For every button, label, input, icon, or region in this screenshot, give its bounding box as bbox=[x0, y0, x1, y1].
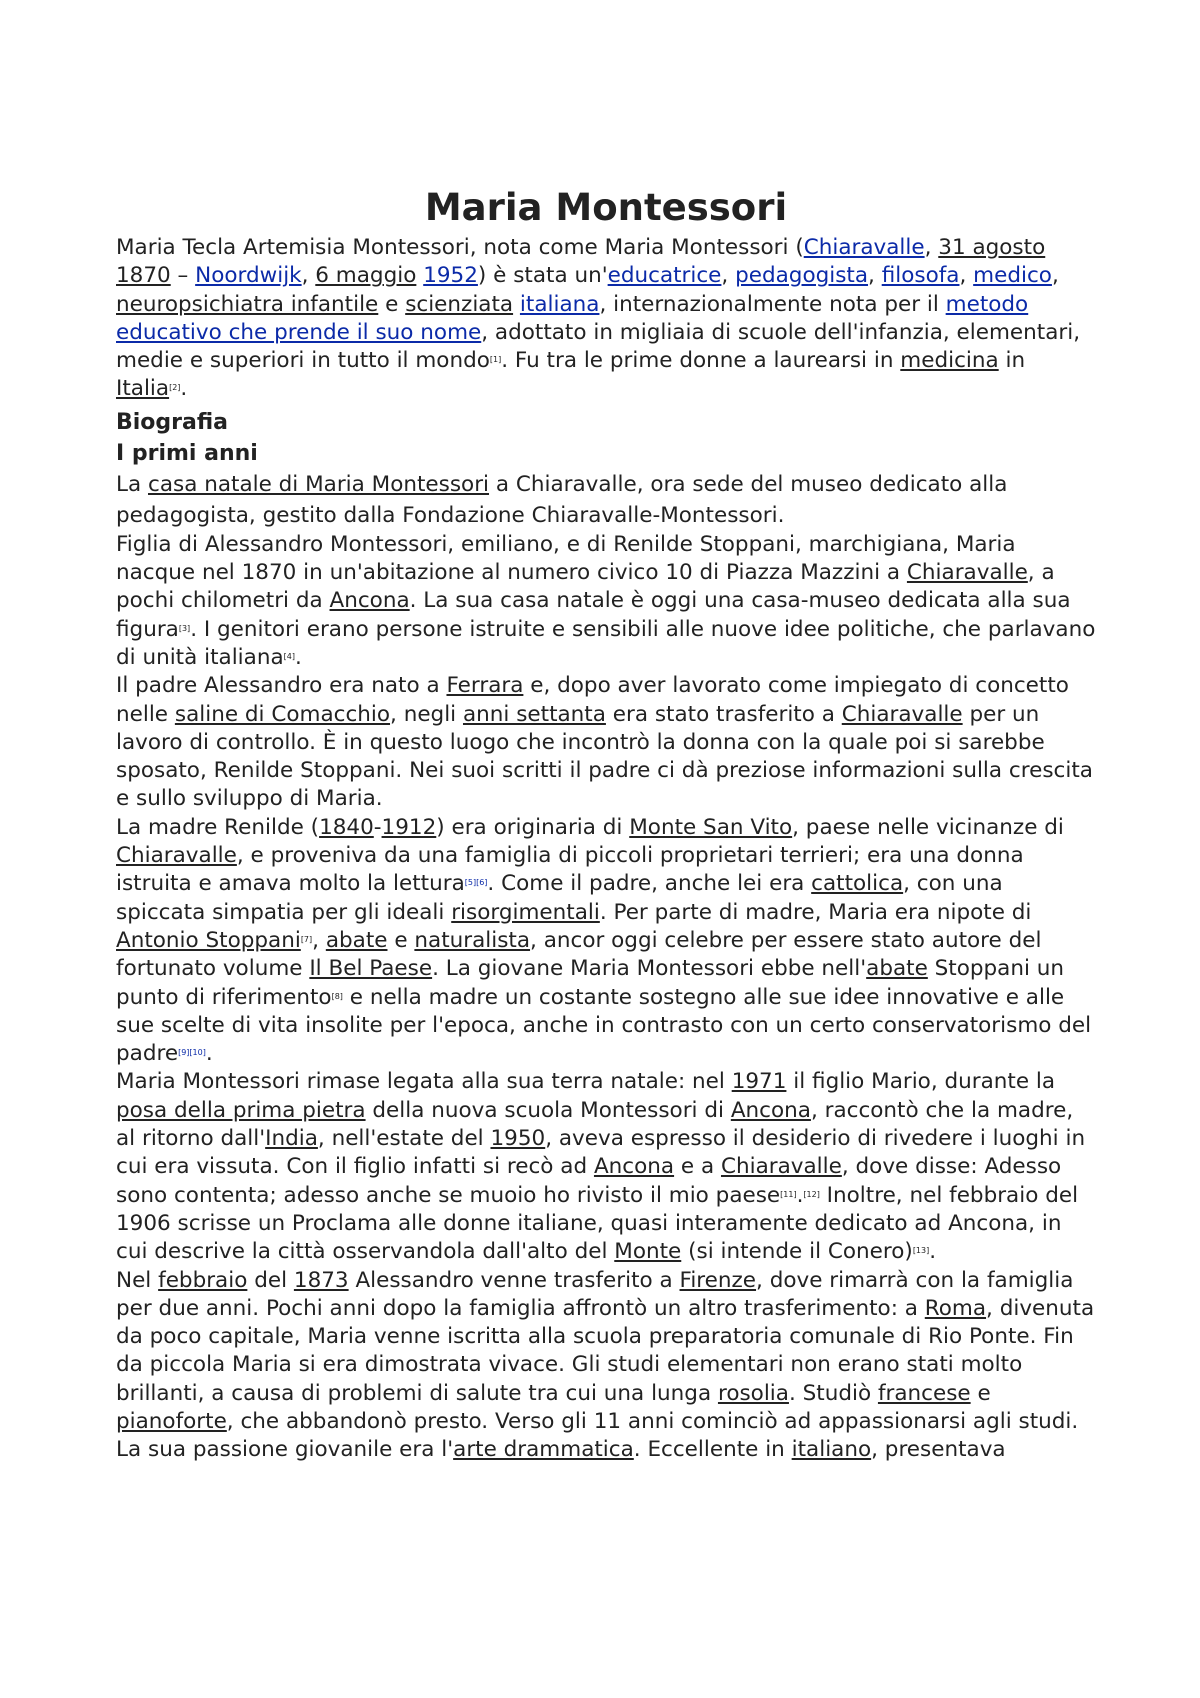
text: e a bbox=[674, 1154, 721, 1180]
text: del bbox=[247, 1267, 294, 1293]
paragraph-terra-natale bbox=[116, 1068, 1096, 1266]
text: , dove rimarrà con la famiglia per due anni. Pochi anni dopo la famiglia affrontò un altro trasferimento: a bbox=[116, 1267, 1074, 1321]
link-31-agosto[interactable]: 31 agosto bbox=[938, 235, 1046, 260]
link-6-maggio[interactable]: 6 maggio bbox=[315, 263, 417, 289]
reference-11[interactable]: [11] bbox=[780, 1189, 797, 1199]
paragraph-padre bbox=[116, 672, 1096, 813]
link-il-bel-paese[interactable]: Il Bel Paese bbox=[309, 956, 433, 982]
link-casa-natale[interactable]: casa natale di Maria Montessori bbox=[148, 471, 490, 497]
text: Alessandro venne trasferito a bbox=[348, 1267, 680, 1293]
text: , con una spiccata simpatia per gli ideali bbox=[116, 871, 1003, 925]
text: , bbox=[721, 263, 736, 289]
link-medicina[interactable]: medicina bbox=[900, 348, 999, 374]
link-abate[interactable]: abate bbox=[866, 956, 928, 982]
text: e bbox=[970, 1380, 991, 1406]
text: . bbox=[180, 376, 188, 402]
paragraph-casa-natale bbox=[116, 469, 1096, 531]
text: , bbox=[924, 235, 939, 260]
link-educatrice[interactable]: educatrice bbox=[607, 263, 722, 289]
link-antonio-stoppani[interactable]: Antonio Stoppani bbox=[116, 927, 301, 953]
text: ) è stata un' bbox=[477, 263, 608, 289]
reference-2[interactable]: [2] bbox=[169, 383, 181, 393]
text: – bbox=[170, 263, 196, 289]
paragraph-trasferimenti bbox=[116, 1267, 1096, 1465]
link-1912[interactable]: 1912 bbox=[381, 814, 437, 840]
link-chiaravalle[interactable]: Chiaravalle bbox=[841, 701, 963, 727]
text: in bbox=[998, 348, 1026, 374]
text: , e proveniva da una famiglia di piccoli proprietari terrieri; era una donna istruita e amava molto la lettura bbox=[116, 843, 1024, 897]
reference-9-10[interactable]: [9][10] bbox=[178, 1048, 206, 1058]
text: e bbox=[387, 927, 415, 953]
text: Inoltre, nel febbraio del 1906 scrisse un Proclama alle donne italiane, quasi interamente dedicato ad Ancona, in cui descrive la città osservandola dall'alto del bbox=[116, 1182, 1079, 1265]
text: , paese nelle vicinanze di bbox=[792, 814, 1064, 840]
text: a Chiaravalle, ora sede del museo dedicato alla pedagogista, gestito dalla Fondazione Chiaravalle-Montessori. bbox=[116, 471, 1008, 528]
text: , dove disse: Adesso sono contenta; adesso anche se muoio ho rivisto il mio paese bbox=[116, 1154, 1062, 1208]
text: La bbox=[116, 471, 148, 497]
reference-12[interactable]: [12] bbox=[803, 1189, 820, 1199]
link-ancona[interactable]: Ancona bbox=[593, 1154, 675, 1180]
link-ancona[interactable]: Ancona bbox=[730, 1097, 811, 1123]
text: , bbox=[1051, 263, 1059, 289]
link-cattolica[interactable]: cattolica bbox=[811, 871, 904, 897]
text: . I genitori erano persone istruite e sensibili alle nuove idee politiche, che parlavano di unità italiana bbox=[116, 616, 1096, 670]
link-ancona[interactable]: Ancona bbox=[329, 588, 410, 614]
text: La madre Renilde ( bbox=[116, 814, 320, 840]
link-arte-drammatica[interactable]: arte drammatica bbox=[453, 1437, 634, 1463]
text: , adottato in migliaia di scuole dell'infanzia, elementari, medie e superiori in tutto il mondo bbox=[116, 319, 1081, 374]
text: , bbox=[312, 927, 326, 953]
link-febbraio[interactable]: febbraio bbox=[158, 1267, 248, 1293]
link-1952[interactable]: 1952 bbox=[423, 263, 478, 289]
text bbox=[513, 292, 520, 317]
link-francese[interactable]: francese bbox=[877, 1380, 971, 1406]
text: , che abbandonò presto. Verso gli 11 anni cominciò ad appassionarsi agli studi. La sua passione giovanile era l' bbox=[116, 1408, 1079, 1463]
text: , negli bbox=[390, 701, 463, 727]
text: era stato trasferito a bbox=[605, 701, 842, 727]
text: Figlia di Alessandro Montessori, emiliano, e di Renilde Stoppani, marchigiana, Maria nacque nel 1870 in un'abitazione al numero civico 10 di Piazza Mazzini a bbox=[116, 531, 1016, 586]
reference-3[interactable]: [3] bbox=[178, 623, 191, 633]
link-1873[interactable]: 1873 bbox=[293, 1267, 349, 1293]
text: , divenuta da poco capitale, Maria venne iscritta alla scuola preparatoria comunale di Rio Ponte. Fin da piccola Maria si era dimostrata vivace. Gli studi elementari non erano stati molto brillanti, a causa di problemi di salute tra cui una lunga bbox=[116, 1295, 1095, 1406]
link-abate[interactable]: abate bbox=[325, 927, 388, 953]
link-roma[interactable]: Roma bbox=[924, 1295, 987, 1321]
link-italia[interactable]: Italia bbox=[116, 376, 170, 402]
text: Il padre Alessandro era nato a bbox=[116, 673, 447, 699]
text: . La giovane Maria Montessori ebbe nell' bbox=[432, 956, 867, 982]
reference-5-6[interactable]: [5][6] bbox=[464, 878, 488, 888]
link-chiaravalle[interactable]: Chiaravalle bbox=[906, 560, 1028, 586]
link-monte-san-vito[interactable]: Monte San Vito bbox=[629, 814, 793, 840]
link-anni-settanta[interactable]: anni settanta bbox=[462, 701, 606, 727]
link-risorgimentali[interactable]: risorgimentali bbox=[451, 899, 600, 925]
text: il figlio Mario, durante la bbox=[786, 1069, 1056, 1095]
text: (si intende il Conero) bbox=[681, 1239, 913, 1265]
text: Maria Montessori rimase legata alla sua terra natale: nel bbox=[116, 1069, 732, 1095]
text: e bbox=[378, 291, 406, 317]
text: per un lavoro di controllo. È in questo luogo che incontrò la donna con la quale poi si sarebbe sposato, Renilde Stoppani. Nei suoi scritti il padre ci dà preziose informazioni sulla crescita e sullo sviluppo di Maria. bbox=[116, 701, 1093, 812]
link-chiaravalle[interactable]: Chiaravalle bbox=[803, 235, 925, 260]
link-naturalista[interactable]: naturalista bbox=[414, 927, 531, 953]
link-pedagogista[interactable]: pedagogista bbox=[735, 263, 869, 289]
text: , aveva espresso il desiderio di rivedere i luoghi in cui era vissuta. Con il figlio infatti si recò ad bbox=[116, 1126, 1086, 1180]
text: , bbox=[868, 263, 882, 289]
text: . bbox=[205, 1041, 213, 1067]
text: . Fu tra le prime donne a laurearsi in bbox=[501, 348, 901, 374]
link-scienziata[interactable]: scienziata bbox=[405, 291, 514, 317]
section-heading-biografia: Biografia bbox=[116, 409, 229, 435]
link-posa-prima-pietra[interactable]: posa della prima pietra bbox=[116, 1097, 366, 1123]
text: . Per parte di madre, Maria era nipote di bbox=[599, 899, 1032, 925]
text: , nell'estate del bbox=[317, 1126, 491, 1152]
page-title: Maria Montessori bbox=[424, 186, 788, 229]
link-india[interactable]: India bbox=[265, 1126, 318, 1152]
text: e nella madre un costante sostegno alle sue idee innovative e alle sue scelte di vita insolite per l'epoca, anche in contrasto con un certo conservatorismo del padre bbox=[116, 984, 1092, 1067]
text: . bbox=[796, 1182, 804, 1208]
link-chiaravalle[interactable]: Chiaravalle bbox=[720, 1154, 842, 1180]
paragraph-madre bbox=[116, 814, 1096, 1069]
link-ferrara[interactable]: Ferrara bbox=[446, 673, 524, 699]
text: , presentava bbox=[871, 1437, 1006, 1463]
link-monte[interactable]: Monte bbox=[614, 1239, 682, 1265]
text: . La sua casa natale è oggi una casa-museo dedicata alla sua figura bbox=[116, 588, 1071, 642]
text: della nuova scuola Montessori di bbox=[365, 1097, 731, 1123]
text: , internazionalmente nota per il bbox=[599, 291, 946, 317]
text: . Eccellente in bbox=[633, 1437, 792, 1463]
text: , bbox=[959, 263, 974, 289]
link-firenze[interactable]: Firenze bbox=[679, 1267, 757, 1293]
link-saline-comacchio[interactable]: saline di Comacchio bbox=[174, 701, 391, 727]
reference-8[interactable]: [8] bbox=[331, 991, 343, 1001]
link-neuropsichiatra-infantile[interactable]: neuropsichiatra infantile bbox=[116, 291, 379, 317]
text: ) era originaria di bbox=[436, 814, 630, 840]
text: , a pochi chilometri da bbox=[116, 560, 1055, 614]
link-noordwijk[interactable]: Noordwijk bbox=[195, 263, 302, 289]
link-italiana[interactable]: italiana bbox=[519, 291, 600, 317]
text: Stoppani un punto di riferimento bbox=[116, 956, 1065, 1010]
paragraph-nascita bbox=[116, 531, 1096, 672]
link-italiano[interactable]: italiano bbox=[791, 1437, 872, 1463]
link-metodo-educativo[interactable]: metodo educativo che prende il suo nome bbox=[116, 291, 1029, 345]
link-medico[interactable]: medico bbox=[973, 263, 1052, 289]
link-1971[interactable]: 1971 bbox=[731, 1069, 787, 1095]
link-1870[interactable]: 1870 bbox=[116, 263, 171, 289]
reference-1[interactable]: [1] bbox=[489, 355, 502, 365]
document-page bbox=[116, 186, 1096, 1465]
text: e, dopo aver lavorato come impiegato di concetto nelle bbox=[116, 673, 1069, 727]
reference-13[interactable]: [13] bbox=[912, 1246, 930, 1256]
link-filosofa[interactable]: filosofa bbox=[881, 263, 960, 289]
reference-7[interactable]: [7] bbox=[300, 934, 313, 944]
text: . Studiò bbox=[788, 1380, 878, 1406]
text: Nel bbox=[116, 1267, 159, 1293]
link-1950[interactable]: 1950 bbox=[490, 1126, 546, 1152]
text: . Come il padre, anche lei era bbox=[487, 871, 812, 897]
text: , ancor oggi celebre per essere stato autore del fortunato volume bbox=[116, 927, 1042, 982]
text: - bbox=[373, 814, 382, 840]
link-chiaravalle[interactable]: Chiaravalle bbox=[116, 843, 237, 869]
lead-paragraph bbox=[116, 234, 1096, 404]
link-rosolia[interactable]: rosolia bbox=[717, 1380, 789, 1406]
reference-4[interactable]: [4] bbox=[283, 651, 295, 661]
text: . bbox=[929, 1239, 937, 1265]
link-1840[interactable]: 1840 bbox=[319, 814, 374, 840]
text: , raccontò che la madre, al ritorno dall' bbox=[116, 1097, 1074, 1152]
text: , bbox=[301, 263, 316, 289]
text: . bbox=[294, 644, 302, 670]
link-pianoforte[interactable]: pianoforte bbox=[116, 1408, 227, 1434]
subsection-heading-primi-anni: I primi anni bbox=[116, 440, 258, 466]
text: Maria Tecla Artemisia Montessori, nota come Maria Montessori ( bbox=[116, 235, 804, 260]
